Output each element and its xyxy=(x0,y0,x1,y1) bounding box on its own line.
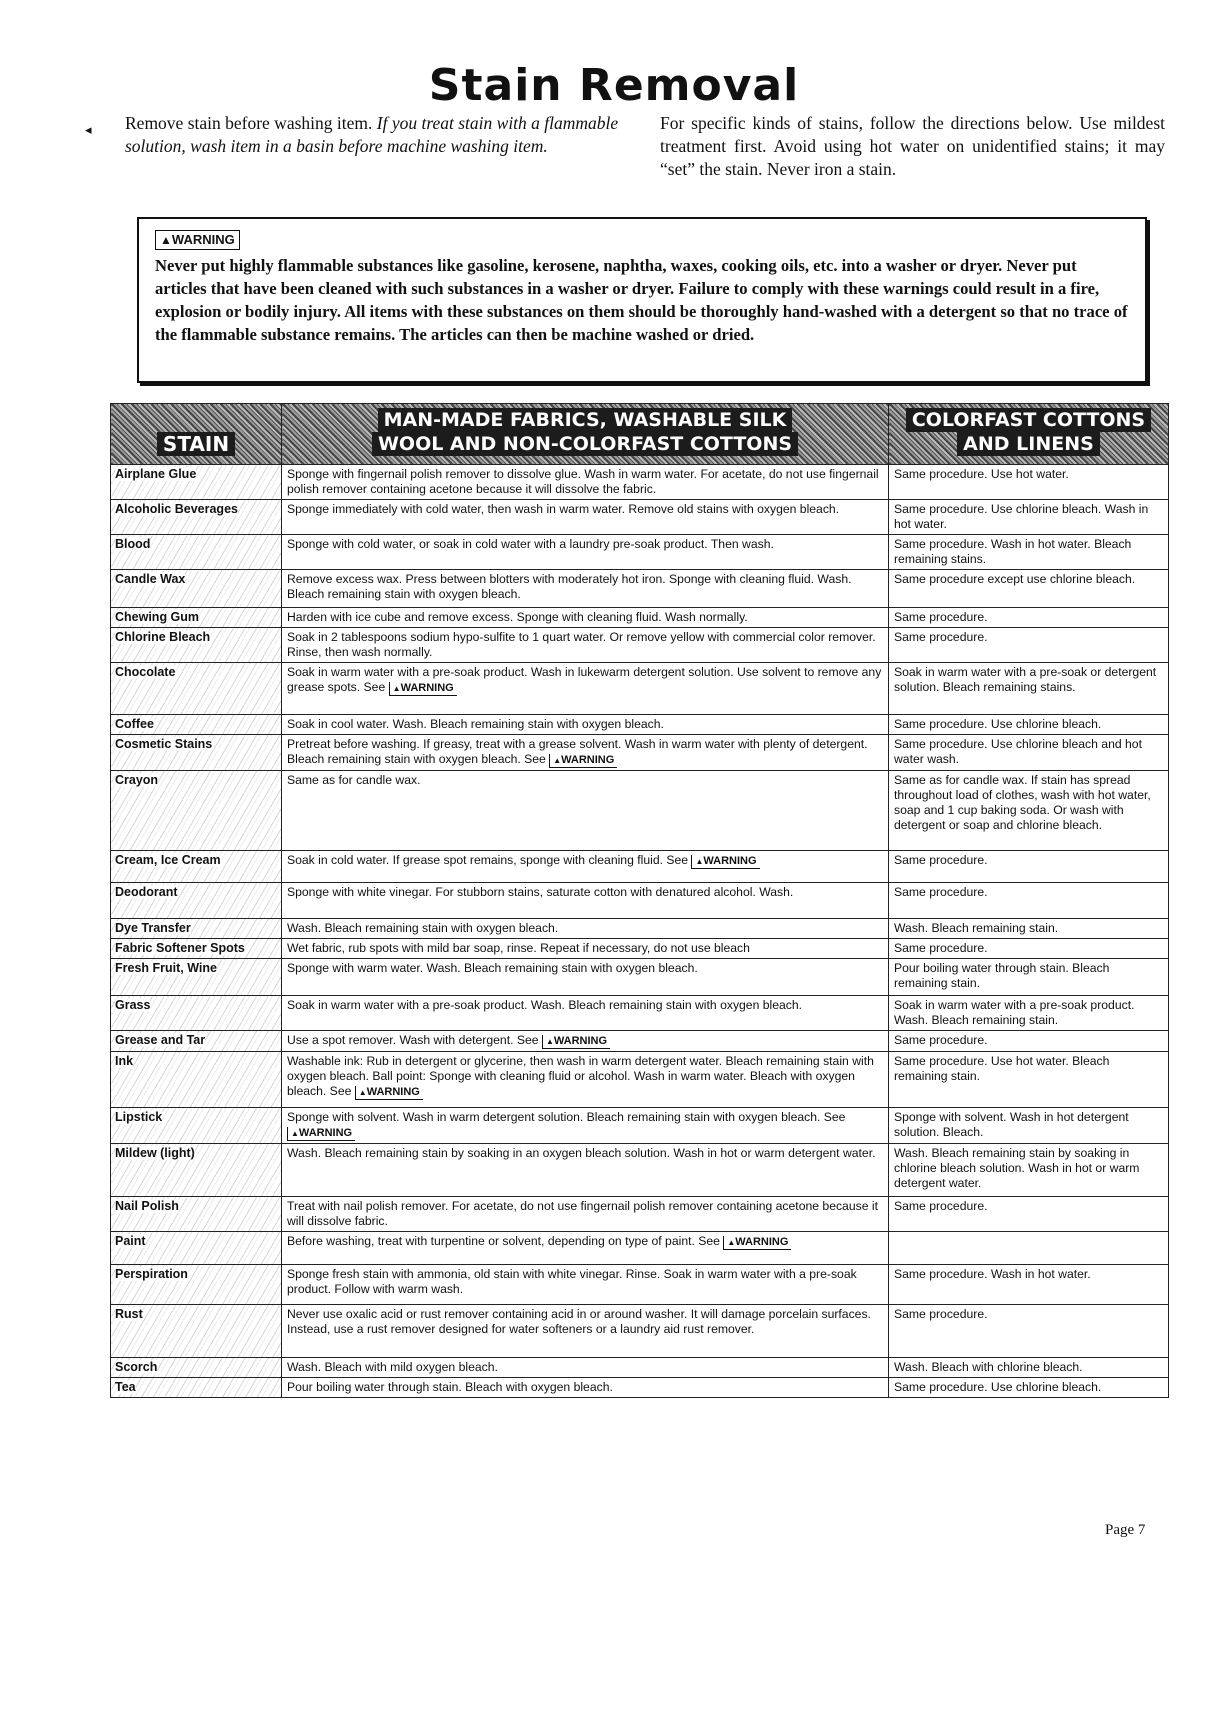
colorfast-instructions: Same procedure. Use chlorine bleach. xyxy=(894,717,1102,731)
intro-right: For specific kinds of stains, follow the directions below. Use mildest treatment first. Avoid using hot water on unidentified stains; it may “set” the stain. Never iron a stain. xyxy=(660,113,1165,179)
manmade-cell xyxy=(282,996,889,1031)
manmade-instructions: Sponge with white vinegar. For stubborn stains, saturate cotton with denatured alcohol. Wash. xyxy=(287,885,794,899)
stain-name: Candle Wax xyxy=(115,572,186,586)
stain-name: Coffee xyxy=(115,717,154,731)
manmade-instructions: Harden with ice cube and remove excess. Sponge with cleaning fluid. Wash normally. xyxy=(287,610,748,624)
manmade-instructions: Soak in cold water. If grease spot remains, sponge with cleaning fluid. See xyxy=(287,853,689,867)
table-row xyxy=(111,715,1169,735)
header-stain xyxy=(111,404,282,465)
table-row xyxy=(111,919,1169,939)
colorfast-cell xyxy=(889,959,1169,996)
stain-table xyxy=(110,403,1169,1398)
stain-cell xyxy=(111,1108,282,1144)
colorfast-cell xyxy=(889,1378,1169,1398)
stain-name: Grass xyxy=(115,998,151,1012)
manmade-cell xyxy=(282,883,889,919)
stain-cell xyxy=(111,715,282,735)
stain-cell xyxy=(111,883,282,919)
warning-reference-label: WARNING xyxy=(735,1236,789,1248)
warning-triangle-icon: ▲ xyxy=(553,756,562,765)
stain-name: Cosmetic Stains xyxy=(115,737,213,751)
colorfast-instructions: Same procedure. xyxy=(894,853,988,867)
stain-name: Perspiration xyxy=(115,1267,188,1281)
manmade-instructions: Soak in 2 tablespoons sodium hypo-sulfite to 1 quart water. Or remove yellow with commercial color remover. Rinse, then wash normally. xyxy=(287,630,876,659)
manmade-cell xyxy=(282,1144,889,1197)
colorfast-instructions: Same procedure. Use chlorine bleach. xyxy=(894,1380,1102,1394)
intro-left xyxy=(125,112,645,158)
table-row xyxy=(111,663,1169,715)
stain-cell xyxy=(111,996,282,1031)
warning-reference xyxy=(723,1236,791,1250)
stain-name: Chocolate xyxy=(115,665,176,679)
colorfast-instructions: Same procedure. xyxy=(894,630,988,644)
manmade-cell xyxy=(282,715,889,735)
table-row xyxy=(111,628,1169,663)
manmade-cell xyxy=(282,1305,889,1358)
warning-reference xyxy=(389,682,457,696)
table-row xyxy=(111,570,1169,608)
colorfast-instructions: Wash. Bleach remaining stain. xyxy=(894,921,1059,935)
manmade-instructions: Sponge with fingernail polish remover to dissolve glue. Wash in warm water. For acetate, do not use fingernail polish remover containing acetone because it will dissolve the fabric. xyxy=(287,467,879,496)
stain-cell xyxy=(111,1265,282,1305)
stain-cell xyxy=(111,628,282,663)
warning-reference-label: WARNING xyxy=(703,855,757,867)
table-row xyxy=(111,959,1169,996)
header-colorfast-line2: AND LINENS xyxy=(957,432,1100,456)
manmade-instructions: Pretreat before washing. If greasy, treat with a grease solvent. Wash in warm water with plenty of detergent. Bleach remaining stain with oxygen bleach. See xyxy=(287,737,868,766)
stain-name: Fabric Softener Spots xyxy=(115,941,245,955)
table-row xyxy=(111,1378,1169,1398)
stain-name: Chewing Gum xyxy=(115,610,200,624)
colorfast-cell xyxy=(889,851,1169,883)
manmade-cell xyxy=(282,735,889,771)
table-row xyxy=(111,1197,1169,1232)
manmade-instructions: Same as for candle wax. xyxy=(287,773,421,787)
colorfast-cell xyxy=(889,715,1169,735)
stain-cell xyxy=(111,1197,282,1232)
intro-left-text: Remove stain before washing item. xyxy=(125,113,377,133)
table-row xyxy=(111,1108,1169,1144)
warning-reference xyxy=(691,855,759,869)
manmade-instructions: Wet fabric, rub spots with mild bar soap, rinse. Repeat if necessary, do not use bleach xyxy=(287,941,750,955)
warning-tag xyxy=(155,230,240,250)
manmade-cell xyxy=(282,959,889,996)
colorfast-cell xyxy=(889,500,1169,535)
header-colorfast-line1: COLORFAST COTTONS xyxy=(906,408,1151,432)
table-row xyxy=(111,771,1169,851)
table-row xyxy=(111,883,1169,919)
manmade-cell xyxy=(282,608,889,628)
manmade-cell xyxy=(282,1197,889,1232)
stain-cell xyxy=(111,959,282,996)
warning-tag-label: WARNING xyxy=(171,232,235,247)
colorfast-cell xyxy=(889,1144,1169,1197)
warning-triangle-icon: ▲ xyxy=(727,1238,736,1247)
manmade-instructions: Treat with nail polish remover. For acetate, do not use fingernail polish remover containing acetone because it will dissolve fabric. xyxy=(287,1199,878,1228)
warning-reference-label: WARNING xyxy=(553,1035,608,1047)
colorfast-instructions: Same procedure. Wash in hot water. Bleach remaining stains. xyxy=(894,537,1132,566)
manmade-instructions: Soak in warm water with a pre-soak product. Wash in lukewarm detergent solution. Use solvent to remove any grease spots. See xyxy=(287,665,882,694)
colorfast-cell xyxy=(889,1052,1169,1108)
table-header-row xyxy=(111,404,1169,465)
warning-reference-label: WARNING xyxy=(298,1127,353,1139)
header-manmade xyxy=(282,404,889,465)
manmade-cell xyxy=(282,535,889,570)
manmade-cell xyxy=(282,939,889,959)
colorfast-cell xyxy=(889,996,1169,1031)
warning-reference-label: WARNING xyxy=(366,1086,420,1098)
table-row xyxy=(111,465,1169,500)
manmade-instructions: Sponge immediately with cold water, then wash in warm water. Remove old stains with oxygen bleach. xyxy=(287,502,840,516)
stain-cell xyxy=(111,1305,282,1358)
colorfast-cell xyxy=(889,919,1169,939)
manmade-instructions: Remove excess wax. Press between blotters with moderately hot iron. Sponge with cleaning fluid. Wash. Bleach remaining stain with oxygen bleach. xyxy=(287,572,852,601)
stain-name: Airplane Glue xyxy=(115,467,197,481)
intro-left-italic: If you treat stain with a flammable solution, wash item in a basin before machine washing item. xyxy=(125,113,619,156)
stain-name: Chlorine Bleach xyxy=(115,630,211,644)
colorfast-instructions: Same procedure. xyxy=(894,1307,988,1321)
warning-text: Never put highly flammable substances like gasoline, kerosene, naphtha, waxes, cooking oils, etc. into a washer or dryer. Never put articles that have been cleaned with such substances in a washer or dryer. Failure to comply with these warnings could result in a fire, explosion or bodily injury. All items with these substances on them should be thoroughly hand-washed with a detergent so that no trace of the flammable substance remains. The articles can then be machine washed or dried. xyxy=(155,256,1128,344)
colorfast-cell xyxy=(889,663,1169,715)
colorfast-cell xyxy=(889,1108,1169,1144)
stain-name: Lipstick xyxy=(115,1110,163,1124)
stain-cell xyxy=(111,570,282,608)
warning-reference xyxy=(549,754,617,768)
colorfast-cell xyxy=(889,1031,1169,1052)
manmade-instructions: Soak in cool water. Wash. Bleach remaining stain with oxygen bleach. xyxy=(287,717,664,731)
colorfast-instructions: Soak in warm water with a pre-soak product. Wash. Bleach remaining stain. xyxy=(894,998,1135,1027)
colorfast-cell xyxy=(889,883,1169,919)
table-row xyxy=(111,1031,1169,1052)
page-number: Page 7 xyxy=(1105,1522,1146,1538)
colorfast-instructions: Wash. Bleach with chlorine bleach. xyxy=(894,1360,1083,1374)
colorfast-cell xyxy=(889,535,1169,570)
bullet-mark: ◂ xyxy=(85,122,92,137)
stain-name: Blood xyxy=(115,537,151,551)
header-manmade-line1: MAN-MADE FABRICS, WASHABLE SILK xyxy=(378,408,793,432)
warning-reference-label: WARNING xyxy=(561,754,615,766)
warning-box xyxy=(137,217,1147,383)
manmade-cell xyxy=(282,1378,889,1398)
stain-name: Mildew (light) xyxy=(115,1146,195,1160)
manmade-cell xyxy=(282,500,889,535)
colorfast-cell xyxy=(889,939,1169,959)
colorfast-instructions: Same as for candle wax. If stain has spread throughout load of clothes, wash with hot water, soap and 1 cup baking soda. Or wash with detergent or soap and chlorine bleach. xyxy=(894,773,1151,832)
stain-cell xyxy=(111,771,282,851)
warning-triangle-icon: ▲ xyxy=(291,1129,299,1138)
manmade-cell xyxy=(282,1052,889,1108)
manmade-instructions: Sponge with warm water. Wash. Bleach remaining stain with oxygen bleach. xyxy=(287,961,698,975)
table-row xyxy=(111,1265,1169,1305)
table-row xyxy=(111,608,1169,628)
stain-name: Ink xyxy=(115,1054,134,1068)
header-manmade-line2: WOOL AND NON-COLORFAST COTTONS xyxy=(372,432,798,456)
colorfast-instructions: Same procedure. xyxy=(894,885,988,899)
stain-cell xyxy=(111,1031,282,1052)
warning-reference xyxy=(355,1086,423,1100)
manmade-instructions: Soak in warm water with a pre-soak product. Wash. Bleach remaining stain with oxygen bleach. xyxy=(287,998,803,1012)
stain-table-wrap xyxy=(110,403,1168,1398)
colorfast-cell xyxy=(889,1265,1169,1305)
warning-reference-label: WARNING xyxy=(400,682,454,694)
stain-name: Nail Polish xyxy=(115,1199,179,1213)
header-colorfast xyxy=(889,404,1169,465)
manmade-cell xyxy=(282,771,889,851)
stain-cell xyxy=(111,919,282,939)
table-row xyxy=(111,851,1169,883)
colorfast-cell xyxy=(889,570,1169,608)
colorfast-cell xyxy=(889,628,1169,663)
stain-cell xyxy=(111,939,282,959)
table-row xyxy=(111,939,1169,959)
manmade-instructions: Before washing, treat with turpentine or solvent, depending on type of paint. See xyxy=(287,1234,720,1248)
colorfast-cell xyxy=(889,735,1169,771)
manmade-instructions: Use a spot remover. Wash with detergent. See xyxy=(287,1033,539,1047)
manmade-cell xyxy=(282,465,889,500)
stain-name: Grease and Tar xyxy=(115,1033,206,1047)
stain-name: Deodorant xyxy=(115,885,178,899)
colorfast-instructions: Same procedure. xyxy=(894,1199,988,1213)
table-row xyxy=(111,1232,1169,1265)
colorfast-instructions: Same procedure. Use hot water. Bleach remaining stain. xyxy=(894,1054,1110,1083)
colorfast-cell xyxy=(889,465,1169,500)
header-stain-label: STAIN xyxy=(157,432,235,456)
table-row xyxy=(111,535,1169,570)
stain-cell xyxy=(111,1232,282,1265)
manmade-instructions: Wash. Bleach remaining stain with oxygen bleach. xyxy=(287,921,559,935)
stain-cell xyxy=(111,535,282,570)
manmade-cell xyxy=(282,851,889,883)
colorfast-instructions: Wash. Bleach remaining stain by soaking in chlorine bleach solution. Wash in hot or warm detergent water. xyxy=(894,1146,1140,1190)
table-row xyxy=(111,1144,1169,1197)
table-row xyxy=(111,500,1169,535)
colorfast-instructions: Same procedure. Use chlorine bleach. Wash in hot water. xyxy=(894,502,1149,531)
colorfast-cell xyxy=(889,1305,1169,1358)
colorfast-cell xyxy=(889,1358,1169,1378)
manmade-instructions: Wash. Bleach with mild oxygen bleach. xyxy=(287,1360,498,1374)
colorfast-instructions: Same procedure. Wash in hot water. xyxy=(894,1267,1091,1281)
stain-cell xyxy=(111,1358,282,1378)
colorfast-cell xyxy=(889,771,1169,851)
table-body xyxy=(111,465,1169,1398)
stain-name: Cream, Ice Cream xyxy=(115,853,221,867)
warning-triangle-icon: ▲ xyxy=(160,233,172,247)
colorfast-instructions: Same procedure except use chlorine bleach. xyxy=(894,572,1136,586)
table-row xyxy=(111,1358,1169,1378)
colorfast-instructions: Same procedure. xyxy=(894,610,988,624)
stain-name: Rust xyxy=(115,1307,143,1321)
stain-name: Scorch xyxy=(115,1360,158,1374)
stain-name: Crayon xyxy=(115,773,159,787)
stain-name: Alcoholic Beverages xyxy=(115,502,238,516)
colorfast-instructions: Sponge with solvent. Wash in hot detergent solution. Bleach. xyxy=(894,1110,1129,1139)
manmade-cell xyxy=(282,1265,889,1305)
table-row xyxy=(111,735,1169,771)
colorfast-instructions: Same procedure. Use hot water. xyxy=(894,467,1069,481)
stain-name: Dye Transfer xyxy=(115,921,191,935)
table-row xyxy=(111,1052,1169,1108)
manmade-cell xyxy=(282,1358,889,1378)
stain-name: Fresh Fruit, Wine xyxy=(115,961,217,975)
manmade-instructions: Sponge fresh stain with ammonia, old stain with white vinegar. Rinse. Soak in warm water with a pre-soak product. Follow with warm wash. xyxy=(287,1267,857,1296)
manmade-cell xyxy=(282,1108,889,1144)
colorfast-instructions: Same procedure. xyxy=(894,941,988,955)
manmade-cell xyxy=(282,919,889,939)
manmade-instructions: Washable ink: Rub in detergent or glycerine, then wash in warm detergent water. Bleach remaining stain with oxygen bleach. Ball point: Sponge with cleaning fluid or alcohol. Wash in warm water. Bleach with oxygen bleach. See xyxy=(287,1054,874,1098)
colorfast-cell xyxy=(889,1232,1169,1265)
manmade-instructions: Pour boiling water through stain. Bleach with oxygen bleach. xyxy=(287,1380,613,1394)
manmade-instructions: Never use oxalic acid or rust remover containing acid in or around washer. It will damage porcelain surfaces. Instead, use a rust remover designed for water softeners or a laundry aid rust remover. xyxy=(287,1307,871,1336)
colorfast-instructions: Same procedure. xyxy=(894,1033,988,1047)
stain-cell xyxy=(111,500,282,535)
stain-cell xyxy=(111,663,282,715)
table-row xyxy=(111,1305,1169,1358)
page-title: Stain Removal xyxy=(428,60,800,111)
warning-triangle-icon: ▲ xyxy=(358,1088,367,1097)
manmade-cell xyxy=(282,570,889,608)
manmade-instructions: Sponge with solvent. Wash in warm detergent solution. Bleach remaining stain with oxygen bleach. See xyxy=(287,1110,846,1124)
manmade-instructions: Sponge with cold water, or soak in cold water with a laundry pre-soak product. Then wash. xyxy=(287,537,774,551)
manmade-cell xyxy=(282,628,889,663)
warning-triangle-icon: ▲ xyxy=(695,857,704,866)
stain-cell xyxy=(111,735,282,771)
stain-cell xyxy=(111,1052,282,1108)
colorfast-instructions: Same procedure. Use chlorine bleach and hot water wash. xyxy=(894,737,1142,766)
colorfast-cell xyxy=(889,608,1169,628)
warning-reference xyxy=(287,1127,355,1141)
stain-name: Tea xyxy=(115,1380,136,1394)
stain-cell xyxy=(111,851,282,883)
colorfast-instructions: Pour boiling water through stain. Bleach remaining stain. xyxy=(894,961,1110,990)
stain-cell xyxy=(111,608,282,628)
warning-reference xyxy=(542,1035,610,1049)
manmade-instructions: Wash. Bleach remaining stain by soaking in an oxygen bleach solution. Wash in hot or warm detergent water. xyxy=(287,1146,876,1160)
warning-triangle-icon: ▲ xyxy=(545,1037,554,1046)
stain-cell xyxy=(111,1144,282,1197)
stain-cell xyxy=(111,1378,282,1398)
manmade-cell xyxy=(282,1031,889,1052)
colorfast-cell xyxy=(889,1197,1169,1232)
warning-triangle-icon: ▲ xyxy=(392,684,401,693)
manmade-cell xyxy=(282,1232,889,1265)
manmade-cell xyxy=(282,663,889,715)
table-row xyxy=(111,996,1169,1031)
stain-cell xyxy=(111,465,282,500)
stain-name: Paint xyxy=(115,1234,146,1248)
colorfast-instructions: Soak in warm water with a pre-soak or detergent solution. Bleach remaining stains. xyxy=(894,665,1157,694)
